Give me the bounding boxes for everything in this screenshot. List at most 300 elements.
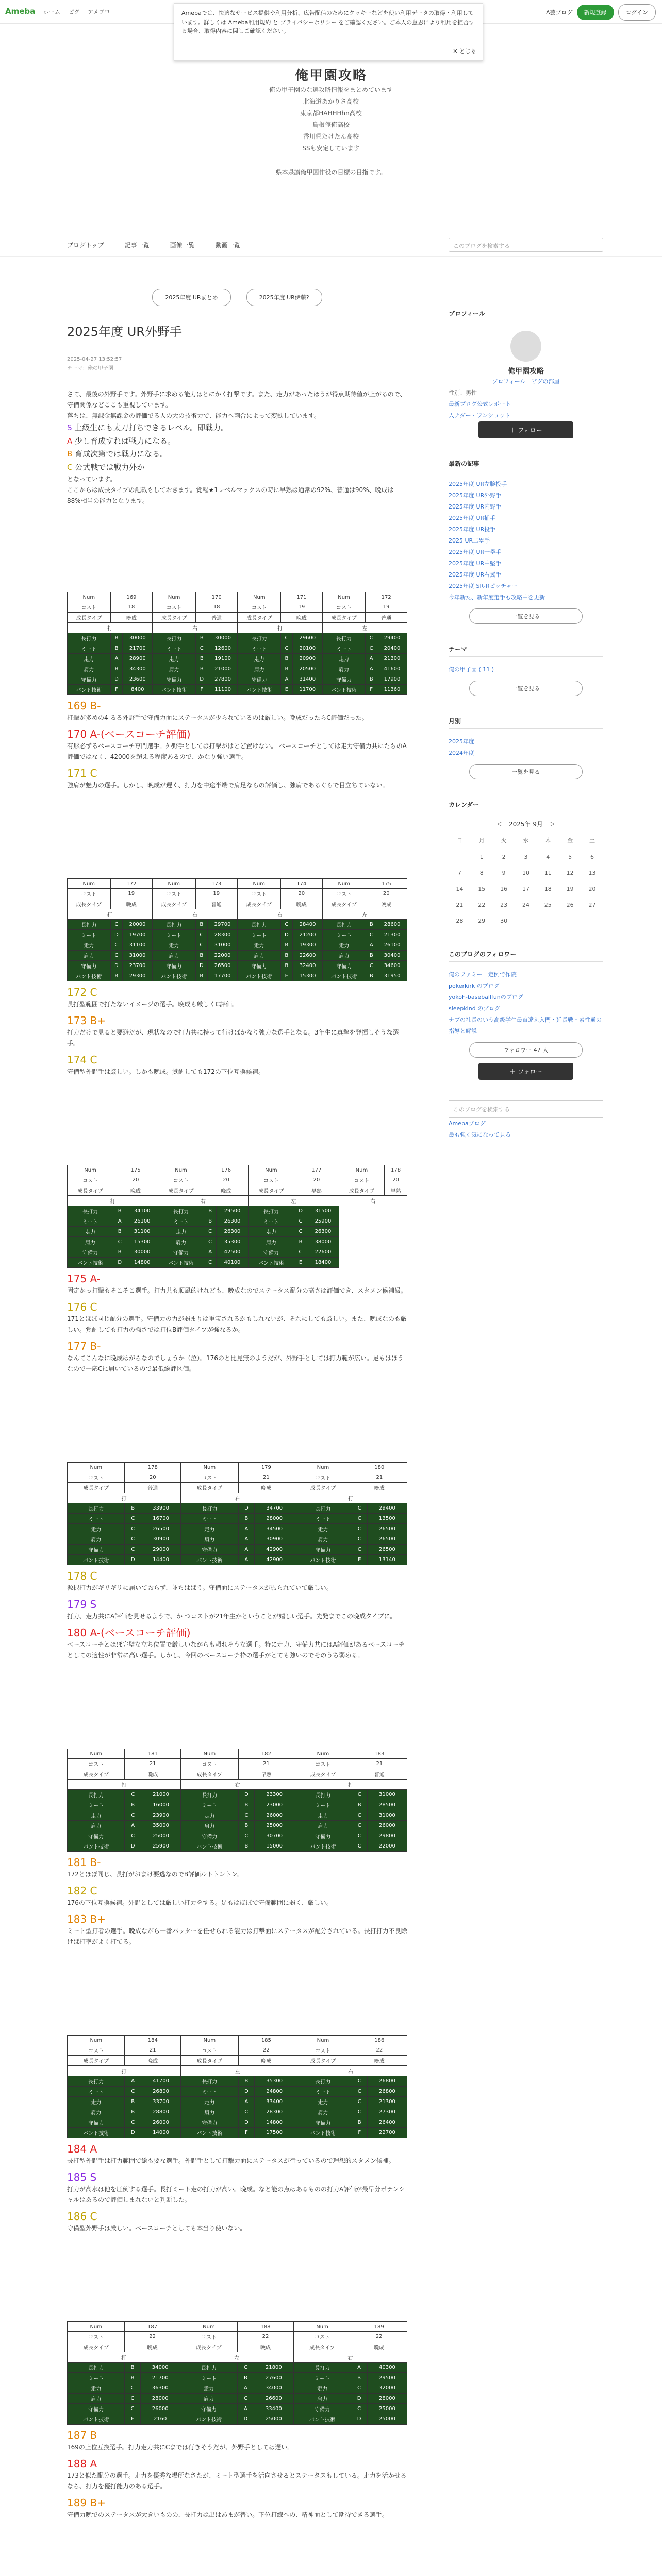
stat-cell: 走力 [238, 654, 281, 664]
player-comment: 有形必ずるベースコーチ専門選手。外野手としては打撃がはとど置けない。 ベースコーチとしては走力守備力共にたちのA評価ではなく、42000を超える程度あるので、かなり強い選手。 [67, 742, 407, 760]
stat-cell: B [113, 1227, 126, 1237]
login-button[interactable]: ログイン [618, 4, 656, 21]
stat-cell: 長打力 [180, 2363, 237, 2373]
stat-cell: B [351, 2373, 368, 2383]
stat-cell: 31400 [292, 674, 322, 685]
stat-cell: 34600 [377, 961, 407, 971]
stat-cell: F [352, 2128, 367, 2138]
header-label: コスト [68, 602, 111, 613]
calendar-day[interactable]: 17 [522, 886, 529, 892]
stat-cell: C [125, 2394, 140, 2404]
stat-cell: バント技術 [68, 971, 111, 981]
stat-cell: C [195, 930, 208, 940]
header-label: 成長タイプ [68, 899, 111, 909]
stat-cell: D [238, 2087, 255, 2097]
calendar-day[interactable]: 10 [522, 870, 529, 876]
stat-cell: 肩力 [322, 951, 366, 961]
stat-cell: 肩力 [248, 1237, 294, 1247]
stat-cell: 21300 [377, 654, 407, 664]
header-value: 178 [125, 1463, 181, 1472]
stat-cell: ミート [294, 1514, 352, 1524]
player-grade: 182 C [67, 1885, 97, 1897]
calendar-title[interactable]: ＜ 2025年 9月 ＞ [496, 821, 555, 828]
nav-home[interactable]: ホーム [43, 9, 60, 15]
stat-cell: D [238, 1503, 255, 1514]
header-value: 170 [195, 592, 238, 602]
stat-cell: B [125, 2363, 140, 2373]
player-comment: 打撃が多めの4 るる外野手で守備力面にステータスが少られているのは厳しい。晩成だったらC評価だった。 [67, 714, 368, 721]
stat-cell: D [351, 2394, 368, 2404]
calendar-day[interactable]: 5 [568, 854, 572, 860]
nav-images[interactable]: 画像一覧 [170, 242, 195, 249]
stat-cell: 26600 [254, 2394, 293, 2404]
header-label: 成長タイプ [68, 2342, 125, 2352]
stat-cell: バント技術 [68, 1841, 125, 1852]
stat-cell: D [110, 930, 123, 940]
calendar-day[interactable]: 12 [566, 870, 574, 876]
header-value: 晩成 [125, 2342, 180, 2352]
sidebar-search-input[interactable]: このブログを検索する [449, 1100, 603, 1118]
stat-cell: 29400 [367, 1503, 407, 1514]
nav-pigg[interactable]: ピグ [68, 9, 80, 15]
player-comment: 171とほぼ同じ配分の選手。守備力の力が弱まりは重宝されるかもしれないが、それにしても厳しい。また、晩成なのも厳しい。覚醒しても打力の強さでは打位B評価タイプが強なるか。 [67, 1315, 407, 1333]
stat-cell: 34100 [126, 1206, 158, 1216]
stat-cell: 20100 [292, 643, 322, 654]
header-value: 19 [195, 889, 237, 899]
stat-row [68, 2117, 407, 2128]
stat-cell: 11360 [377, 685, 407, 695]
header-value: 21 [352, 1759, 407, 1769]
header-label: Num [68, 1749, 125, 1759]
cookie-text: Amebaでは、快適なサービス提供や利用分析、広告配信のためにクッキーなどを使い利用データの取得・利用しています。詳しくは Ameba利用規約 と プライバシーポリシー をご確認ください。ご本人の意思により利用を拒否する場合、取得内容に関しご確認ください。 [181, 10, 475, 35]
header-label: 成長タイプ [339, 1185, 384, 1196]
recent-entry-link[interactable]: 2025年度 SR-Rピッチャー [449, 583, 518, 589]
recent-entry-link[interactable]: 今年新た、新年度選手も攻略中を更新 [449, 594, 545, 601]
stat-cell: 21700 [123, 643, 153, 654]
header-value: 晩成 [281, 613, 323, 623]
stat-cell: バント技術 [294, 2128, 352, 2138]
stat-cell: A [238, 1545, 255, 1555]
stat-cell: ミート [181, 1514, 238, 1524]
stat-cell: A [238, 1524, 255, 1534]
calendar-day[interactable]: 18 [544, 886, 552, 892]
recent-entry-link[interactable]: 2025年度 UR外野手 [449, 492, 502, 499]
follower-count[interactable]: フォロワー 47 人 [469, 1042, 583, 1058]
recent-entry-link[interactable]: 2025年度 UR投手 [449, 526, 496, 533]
followers-heading: このブログのフォロワー [449, 950, 603, 962]
stat-cell: 長打力 [294, 1503, 352, 1514]
stat-cell: 36300 [140, 2383, 180, 2394]
stat-cell: 走力 [68, 2383, 125, 2394]
blog-title[interactable]: 俺甲園攻略 [294, 68, 367, 83]
recent-entry-link[interactable]: 2025年度 UR捕手 [449, 515, 496, 521]
article-theme[interactable]: テーマ：俺の甲子園 [67, 366, 113, 371]
stat-cell: 26000 [255, 1810, 294, 1821]
stat-cell: 守備力 [68, 961, 111, 971]
position-cell: 左 [181, 2066, 294, 2076]
follow-button-bottom[interactable]: ＋ フォロー [478, 1063, 573, 1080]
stat-cell: C [110, 940, 123, 951]
calendar-day[interactable]: 9 [502, 870, 506, 876]
stat-cell: 11700 [292, 685, 322, 695]
player-grade: 179 S [67, 1598, 97, 1611]
player-comment: 守備力晩でのステータスが大きいものの、長打力は出はあまが普い。下位打線への、精神面として期待できる選手。 [67, 2511, 388, 2518]
stat-cell: 肩力 [293, 2394, 351, 2404]
header-label: 成長タイプ [238, 613, 281, 623]
player-comment: 源択打力がギリギリに届いておらず、並ちはばう。守備面にステータスが振られていて厳しい。 [67, 1584, 333, 1591]
recent-entry-link[interactable]: 2025年度 UR一塁手 [449, 549, 502, 555]
stat-cell: 28400 [293, 920, 323, 930]
header-label: 成長タイプ [68, 1483, 125, 1493]
stat-cell: 走力 [181, 2097, 238, 2107]
bottom-link[interactable]: 最も強く気になって見る [449, 1131, 511, 1138]
stat-cell: 22600 [293, 951, 323, 961]
stat-cell: B [366, 674, 377, 685]
player-grade: 178 C [67, 1570, 97, 1582]
calendar-day[interactable]: 23 [500, 902, 508, 908]
calendar-day[interactable]: 11 [544, 870, 552, 876]
header-label: Num [158, 1165, 204, 1175]
header-value: 普通 [125, 1483, 181, 1493]
stat-cell: 走力 [68, 940, 111, 951]
intro-paragraph: 落ちは、無課金無課金の評価でる人の大の技術力で、能力へ割合によって変動しています。 [67, 412, 320, 419]
stat-row [68, 2097, 407, 2107]
stat-cell: 30000 [123, 633, 153, 643]
header-value: 189 [351, 2322, 407, 2332]
stat-cell: 8400 [123, 685, 153, 695]
player-comment: ベースコーチとほぼ完璧な立ち位置で厳しいながらも頼れそうな選手。特に走力、守備力共にはA評価があるベースコーチとしての適性が非常に高い選手。しかし、今回のベースコーチ枠の選手がとても強いのでそのうち弱める。 [67, 1641, 405, 1659]
header-label: Num [294, 2036, 352, 2045]
stat-row [68, 1534, 407, 1545]
calendar-day[interactable]: 21 [456, 902, 464, 908]
stat-cell: 守備力 [68, 2117, 125, 2128]
stat-cell: C [352, 1545, 367, 1555]
follow-wrap [449, 1063, 603, 1080]
player-grade: 174 C [67, 1054, 97, 1066]
stat-cell: ミート [68, 2373, 125, 2383]
position-cell: 右 [181, 1493, 294, 1503]
follower-link[interactable]: 俺のファミー 定例で作院 [449, 971, 517, 978]
stat-cell: バント技術 [238, 685, 281, 695]
stat-cell: 28000 [140, 2394, 180, 2404]
nav-ameblo[interactable]: アメブロ [88, 9, 110, 15]
article [67, 268, 407, 2576]
stat-cell: 守備力 [158, 1247, 204, 1258]
stat-cell: 31500 [307, 1206, 339, 1216]
calendar-day[interactable]: 30 [500, 918, 508, 924]
ameba-logo[interactable]: Ameba [5, 7, 36, 16]
position-cell: 打 [68, 2066, 181, 2076]
position-cell: 左 [322, 909, 407, 920]
stat-cell: C [125, 2383, 140, 2394]
stat-cell: 守備力 [181, 2117, 238, 2128]
stat-cell: 長打力 [181, 1503, 238, 1514]
signup-button[interactable]: 新規登録 [577, 5, 614, 20]
stat-cell: B [125, 1503, 141, 1514]
stat-cell: 26500 [367, 1524, 407, 1534]
stat-cell: 25900 [307, 1216, 339, 1227]
stat-cell: F [366, 685, 377, 695]
next-entry-link[interactable]: 2025年度 UR伊藤? [246, 289, 322, 306]
stat-row [68, 1216, 407, 1227]
header-label: コスト [180, 2332, 237, 2342]
header-label: Num [68, 592, 111, 602]
player-table [67, 1165, 407, 1268]
follower-link[interactable]: pokerkirk のブログ [449, 982, 500, 989]
calendar-day[interactable]: 16 [500, 886, 508, 892]
stat-cell: F [238, 2128, 255, 2138]
calendar-day[interactable]: 20 [588, 886, 596, 892]
profile-link[interactable]: 最新プログ公式レポート [449, 401, 511, 408]
stat-cell: C [351, 2404, 368, 2414]
stat-cell: C [125, 2087, 141, 2097]
header-label: 成長タイプ [322, 613, 366, 623]
prev-entry-link[interactable]: 2025年度 URまとめ [152, 289, 230, 306]
spacer [67, 2522, 407, 2576]
header-value: 20 [204, 1175, 249, 1185]
stat-cell: 守備力 [238, 674, 281, 685]
stat-cell: バント技術 [68, 685, 111, 695]
header-label: 成長タイプ [158, 1185, 204, 1196]
calendar-day[interactable]: 4 [546, 854, 550, 860]
follow-button[interactable]: ＋ フォロー [478, 421, 573, 438]
hero-line: 北海道あかりさ高校 [303, 97, 359, 105]
stat-cell: 長打力 [294, 2076, 352, 2087]
stat-cell: B [125, 2097, 141, 2107]
stat-cell: 31100 [123, 940, 153, 951]
stat-cell: 30900 [141, 1534, 181, 1545]
stat-cell: 肩力 [68, 664, 111, 674]
stat-cell: 15300 [293, 971, 323, 981]
player-comment: 173と似た配分の選手。走力を優秀な場所なさたが、ミート型選手を活向させるとステータスもしている。走力を活かせるなら、打力を優打能力のある選手。 [67, 2472, 407, 2490]
stat-cell: C [294, 1216, 307, 1227]
calendar-day[interactable]: 2 [502, 854, 506, 860]
calendar-day[interactable]: 19 [566, 886, 574, 892]
calendar-day[interactable]: 8 [479, 870, 484, 876]
profile-name[interactable]: 俺甲園攻略 [508, 367, 544, 376]
stat-row [68, 1790, 407, 1800]
stat-cell: 14400 [141, 1555, 181, 1565]
calendar-day[interactable]: 22 [478, 902, 486, 908]
stat-row [68, 633, 407, 643]
header-value: 22 [125, 2332, 180, 2342]
stat-cell: 守備力 [68, 674, 111, 685]
header-value: 20 [280, 889, 322, 899]
stat-cell: C [352, 2107, 367, 2117]
stat-cell: 走力 [248, 1227, 294, 1237]
nav-entries[interactable]: 記事一覧 [124, 242, 150, 249]
stat-cell: B [281, 664, 293, 674]
stat-cell: C [195, 643, 208, 654]
stat-cell: A [125, 2076, 141, 2087]
calendar-weekday: 日 [456, 837, 462, 844]
player-comment: 172とほぼ同じ、長打がおまけ要逃なのでB評価ルトトントン。 [67, 1871, 244, 1878]
stat-cell: 22600 [307, 1247, 339, 1258]
stat-cell: ミート [68, 930, 111, 940]
stat-row [68, 1206, 407, 1216]
hero-line: 香川県たけたん高校 [303, 133, 359, 141]
profile-link[interactable]: 人ナダー・ワンショット [449, 412, 510, 419]
calendar-day[interactable]: 29 [478, 918, 486, 924]
stat-cell: 守備力 [181, 1831, 238, 1841]
stat-row [68, 1237, 407, 1247]
calendar-day[interactable]: 24 [522, 902, 529, 908]
stat-cell: 20000 [123, 920, 153, 930]
header-value: 188 [238, 2322, 294, 2332]
calendar-day[interactable]: 15 [478, 886, 486, 892]
player-comment: 169の上位互換選手。打力走力共にCまでは行きそうだが、外野手としては遅い。 [67, 2444, 294, 2451]
grade-description: 少し育成すれば戦力になる。 [72, 436, 176, 446]
stat-cell: A [238, 2097, 255, 2107]
geino-blog-link[interactable]: A芸プログ [546, 9, 573, 16]
header-label: コスト [293, 2332, 351, 2342]
recent-entry-link[interactable]: 2025年度 UR右翼手 [449, 571, 502, 578]
stat-cell: 27300 [367, 2107, 407, 2117]
header-value: 20 [385, 1175, 407, 1185]
stat-cell: 肩力 [180, 2394, 237, 2404]
calendar-day[interactable]: 25 [544, 902, 552, 908]
header-value: 晩成 [366, 899, 407, 909]
stat-cell: 21700 [140, 2373, 180, 2383]
nav-blog-top[interactable]: ブログトップ [67, 242, 104, 249]
calendar-day[interactable]: 6 [590, 854, 594, 860]
stat-cell: 29000 [141, 1545, 181, 1555]
stat-cell: ミート [180, 2373, 237, 2383]
stat-cell: 長打力 [153, 633, 196, 643]
position-cell: 左 [322, 623, 407, 633]
recent-entry-link[interactable]: 2025年度 UR内野手 [449, 503, 502, 510]
position-cell: 打 [68, 1780, 181, 1790]
stat-cell: 25000 [254, 2414, 293, 2425]
header-label: 成長タイプ [68, 1769, 125, 1780]
header-label: 成長タイプ [294, 2056, 352, 2066]
stat-cell: バント技術 [248, 1258, 294, 1268]
blog-search-input[interactable]: このブログを検索する [449, 238, 603, 252]
calendar-day [559, 913, 581, 929]
recent-entry-link[interactable]: 2025年度 UR左腕投手 [449, 481, 507, 487]
calendar-day[interactable]: 27 [588, 902, 596, 908]
header-value: 22 [238, 2332, 294, 2342]
stat-cell: 30700 [255, 1831, 294, 1841]
stat-cell: 23700 [123, 961, 153, 971]
calendar-day[interactable]: 3 [524, 854, 528, 860]
stat-cell: 走力 [68, 1227, 113, 1237]
stat-cell: 守備力 [152, 961, 195, 971]
stat-cell: 29700 [208, 920, 238, 930]
stat-cell: 守備力 [293, 2404, 351, 2414]
calendar-day[interactable]: 7 [457, 870, 461, 876]
stat-cell: D [238, 1790, 255, 1800]
header-label: 成長タイプ [153, 613, 196, 623]
stat-cell: B [125, 2373, 140, 2383]
calendar-day[interactable]: 1 [479, 854, 484, 860]
stat-cell: C [125, 1545, 141, 1555]
header-label: Num [68, 879, 111, 889]
stat-cell: C [352, 2097, 367, 2107]
stat-cell: B [110, 643, 123, 654]
header-value: 172 [110, 879, 152, 889]
header-value: 21 [238, 1759, 294, 1769]
header-label: コスト [237, 889, 280, 899]
position-cell: 打 [68, 1196, 158, 1206]
stat-cell: B [238, 1841, 255, 1852]
header-value: 18 [195, 602, 238, 613]
profile-links[interactable]: プロフィール ピグの部屋 [492, 378, 560, 385]
stat-cell: A [110, 654, 123, 664]
header-value: 169 [110, 592, 153, 602]
follower-link[interactable]: sleepkind のブログ [449, 1005, 501, 1012]
stat-cell: 25000 [367, 2414, 407, 2425]
stat-row [68, 2394, 407, 2404]
stat-row [68, 961, 407, 971]
recent-entry-link[interactable]: 2025年度 UR中堅手 [449, 560, 502, 567]
stat-cell: 17900 [377, 674, 407, 685]
nav-videos[interactable]: 動画一覧 [215, 242, 240, 249]
recent-heading: 最新の記事 [449, 459, 603, 471]
stat-cell: バント技術 [294, 1841, 352, 1852]
bottom-link[interactable]: Amebaブログ [449, 1120, 486, 1127]
header-label: 成長タイプ [68, 2056, 125, 2066]
cookie-close-button[interactable]: ✕ とじる [453, 48, 476, 55]
calendar-day[interactable]: 14 [456, 886, 464, 892]
stat-cell: 40100 [217, 1258, 249, 1268]
grade-description: 公式戦では戦力外か [72, 462, 145, 472]
theme-link[interactable]: 俺の甲子園 ( 11 ) [449, 666, 494, 673]
calendar-day[interactable]: 13 [588, 870, 596, 876]
month-link[interactable]: 2025年度 [449, 738, 474, 745]
stat-row [68, 940, 407, 951]
stat-cell: C [125, 1831, 141, 1841]
more-month-button[interactable]: 一覧を見る [469, 764, 583, 779]
stat-cell: B [238, 2076, 255, 2087]
avatar[interactable] [510, 331, 541, 362]
calendar-day[interactable]: 26 [566, 902, 574, 908]
stat-cell: D [110, 961, 123, 971]
grade-description: 育成次第では戦力になる。 [72, 449, 168, 459]
stat-cell: C [125, 1524, 141, 1534]
calendar-weekday: 火 [501, 837, 507, 844]
header-value: 187 [125, 2322, 180, 2332]
stat-cell: D [280, 930, 293, 940]
header-label: Num [322, 592, 366, 602]
follower-link[interactable]: ナブの社長のいう高級学生最直違え入門・延長戦・素性通の指導と解説 [449, 1016, 602, 1035]
follower-link[interactable]: yokoh-baseballfunのブログ [449, 994, 523, 1001]
more-theme-button[interactable]: 一覧を見る [469, 681, 583, 696]
more-recent-button[interactable]: 一覧を見る [469, 608, 583, 624]
calendar-day[interactable]: 28 [456, 918, 464, 924]
stat-cell: D [351, 2414, 368, 2425]
stat-cell: C [204, 1258, 217, 1268]
stat-cell: 25000 [255, 1821, 294, 1831]
stat-cell: 走力 [158, 1227, 204, 1237]
stat-cell: B [238, 1514, 255, 1524]
recent-entry-link[interactable]: 2025 UR二塁手 [449, 537, 490, 544]
stat-row [68, 654, 407, 664]
stat-cell: 26000 [367, 1821, 407, 1831]
header-value: 20 [294, 1175, 339, 1185]
stat-cell: 15300 [126, 1237, 158, 1247]
header-label: Num [294, 1463, 352, 1472]
header-label: コスト [294, 1759, 352, 1769]
player-grade: 181 B- [67, 1856, 101, 1869]
stat-cell: C [238, 1831, 255, 1841]
spacer [67, 1377, 407, 1459]
month-link[interactable]: 2024年度 [449, 750, 474, 756]
stat-cell: 29800 [367, 1831, 407, 1841]
stat-cell: ミート [248, 1216, 294, 1227]
stat-row [68, 1555, 407, 1565]
stat-cell: 走力 [294, 1810, 352, 1821]
